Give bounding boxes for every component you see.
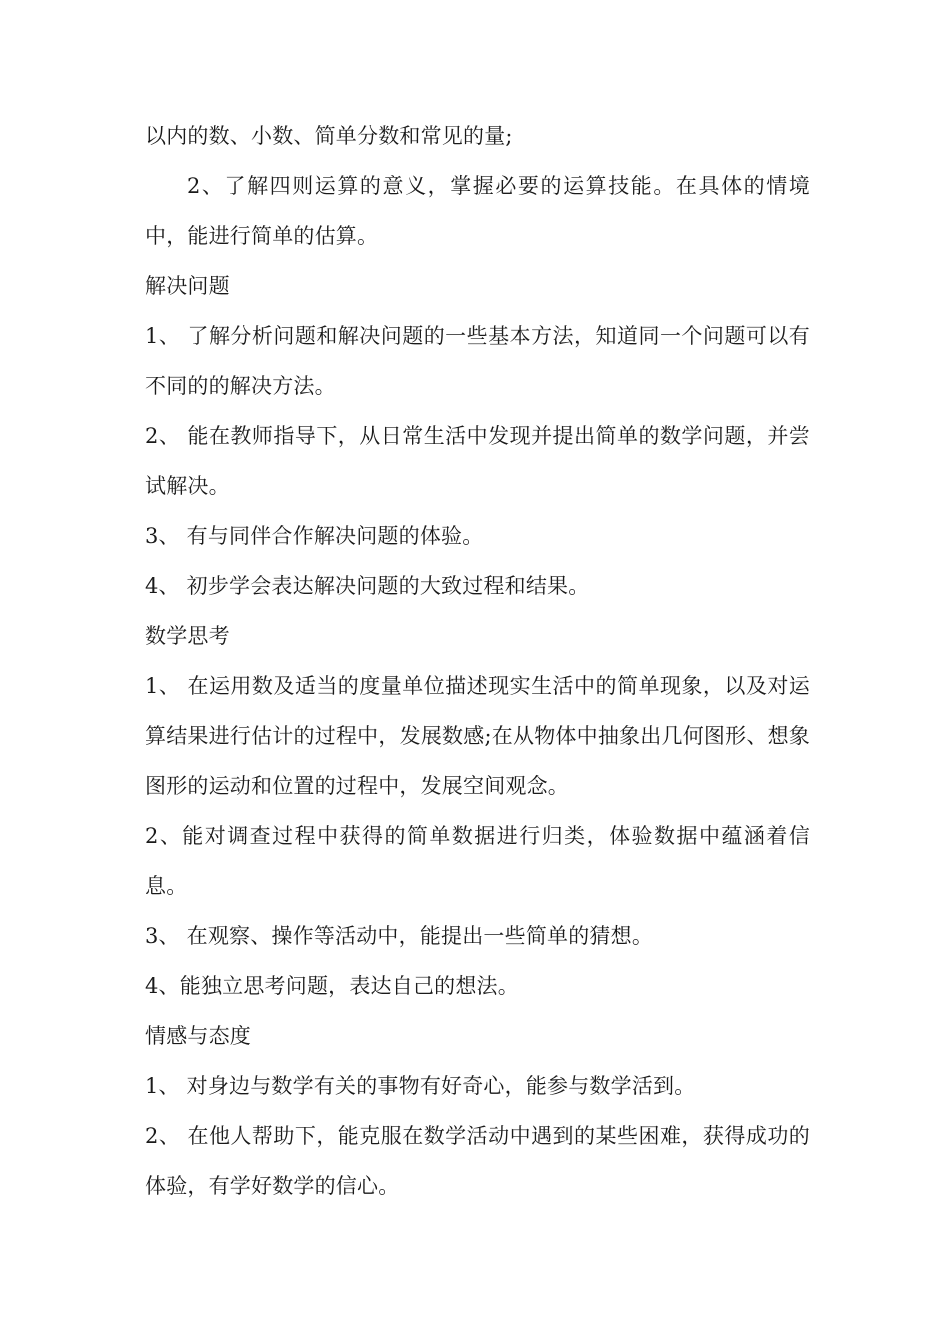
- section-heading-emotion-attitude: 情感与态度: [145, 1024, 251, 1048]
- paragraph-emotion-attitude-1: 1、 对身边与数学有关的事物有好奇心，能参与数学活到。: [145, 1074, 696, 1098]
- paragraph-operations: 2、了解四则运算的意义，掌握必要的运算技能。在具体的情境中，能进行简单的估算。: [145, 174, 810, 248]
- paragraph-number-range: 以内的数、小数、简单分数和常见的量;: [145, 124, 513, 148]
- paragraph-math-thinking-4: 4、能独立思考问题，表达自己的想法。: [145, 974, 519, 998]
- paragraph-emotion-attitude-2: 2、 在他人帮助下，能克服在数学活动中遇到的某些困难，获得成功的体验，有学好数学的信心。: [145, 1124, 810, 1198]
- paragraph-problem-solving-1: 1、 了解分析问题和解决问题的一些基本方法，知道同一个问题可以有不同的的解决方法。: [145, 324, 810, 398]
- section-heading-problem-solving: 解决问题: [145, 274, 230, 298]
- paragraph-math-thinking-1: 1、 在运用数及适当的度量单位描述现实生活中的简单现象，以及对运算结果进行估计的过程中，发展数感;在从物体中抽象出几何图形、想象图形的运动和位置的过程中，发展空间观念。: [145, 674, 810, 798]
- paragraph-problem-solving-3: 3、 有与同伴合作解决问题的体验。: [145, 524, 484, 548]
- paragraph-math-thinking-2: 2、能对调查过程中获得的简单数据进行归类，体验数据中蕴涵着信息。: [145, 824, 810, 898]
- section-heading-math-thinking: 数学思考: [145, 624, 230, 648]
- paragraph-problem-solving-4: 4、 初步学会表达解决问题的大致过程和结果。: [145, 574, 590, 598]
- paragraph-math-thinking-3: 3、 在观察、操作等活动中，能提出一些简单的猜想。: [145, 924, 654, 948]
- paragraph-problem-solving-2: 2、 能在教师指导下，从日常生活中发现并提出简单的数学问题，并尝试解决。: [145, 424, 810, 498]
- document-body: [145, 111, 810, 1211]
